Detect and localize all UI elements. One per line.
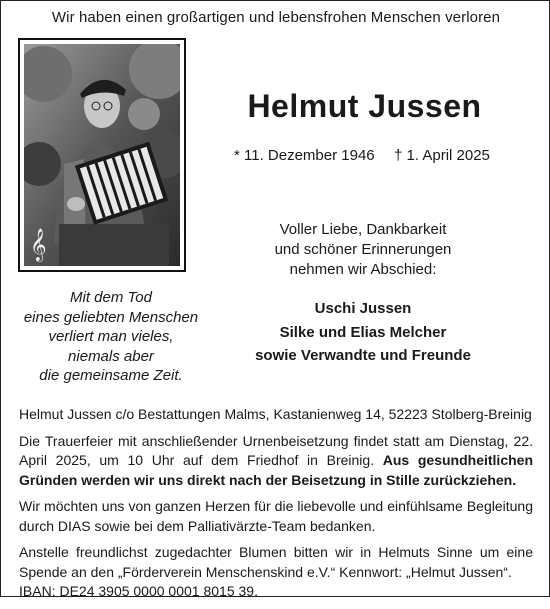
farewell-line: Voller Liebe, Dankbarkeit xyxy=(279,221,447,238)
accordion-player-photo xyxy=(24,44,180,266)
deceased-name: Helmut Jussen xyxy=(247,88,482,124)
farewell-line: und schöner Erinnerungen xyxy=(274,241,452,258)
notice-body xyxy=(19,405,533,609)
birth-date: * 11. Dezember 1946 xyxy=(234,147,375,164)
mourner-name: Silke und Elias Melcher xyxy=(279,323,447,341)
donation-iban: IBAN: DE24 3905 0000 0001 8015 39. xyxy=(19,583,258,599)
contact-address: Helmut Jussen c/o Bestattungen Malms, Kastanienweg 14, 52223 Stolberg-Breinig xyxy=(19,406,532,422)
headline: Wir haben einen großartigen und lebensfrohen Menschen verloren xyxy=(51,9,501,26)
poem-line: niemals aber xyxy=(68,347,154,365)
funeral-note: Aus gesundheitlichen Gründen werden wir uns direkt nach der Beisetzung in Stille zurückziehen. xyxy=(19,452,533,488)
farewell-line: nehmen wir Abschied: xyxy=(289,261,437,278)
mourner-name: sowie Verwandte und Freunde xyxy=(255,347,471,364)
poem-line: die gemeinsame Zeit. xyxy=(39,367,183,384)
poem-line: Mit dem Tod xyxy=(70,289,152,306)
life-dates xyxy=(234,147,534,164)
funeral-text: Die Trauerfeier mit anschließender Urnenbeisetzung findet statt am Dienstag, 22. April 2025, um 10 Uhr auf dem Friedhof in Breinig. xyxy=(19,432,533,468)
death-date: † 1. April 2025 xyxy=(394,147,490,164)
funeral-details xyxy=(19,432,533,491)
memorial-poem xyxy=(11,288,211,386)
mourner-name: Uschi Jussen xyxy=(314,300,412,317)
poem-line: verliert man vieles, xyxy=(48,328,174,345)
poem-line: eines geliebten Menschen xyxy=(23,308,199,326)
svg-text:𝄞: 𝄞 xyxy=(30,228,47,261)
mourners-list xyxy=(223,297,503,368)
thanks-text: Wir möchten uns von ganzen Herzen für die liebevolle und einfühlsame Begleitung durch DIAS sowie bei dem Palliativärzte-Team bedanken. xyxy=(19,498,533,534)
farewell-text xyxy=(223,220,503,280)
donation-request xyxy=(19,543,533,602)
portrait-photo xyxy=(18,38,186,272)
donation-text: Anstelle freundlichst zugedachter Blumen bitten wir in Helmuts Sinne um eine Spende an den „Förderverein Menschenskind e.V.“ Kennwort: „Helmut Jussen“. xyxy=(19,544,533,580)
